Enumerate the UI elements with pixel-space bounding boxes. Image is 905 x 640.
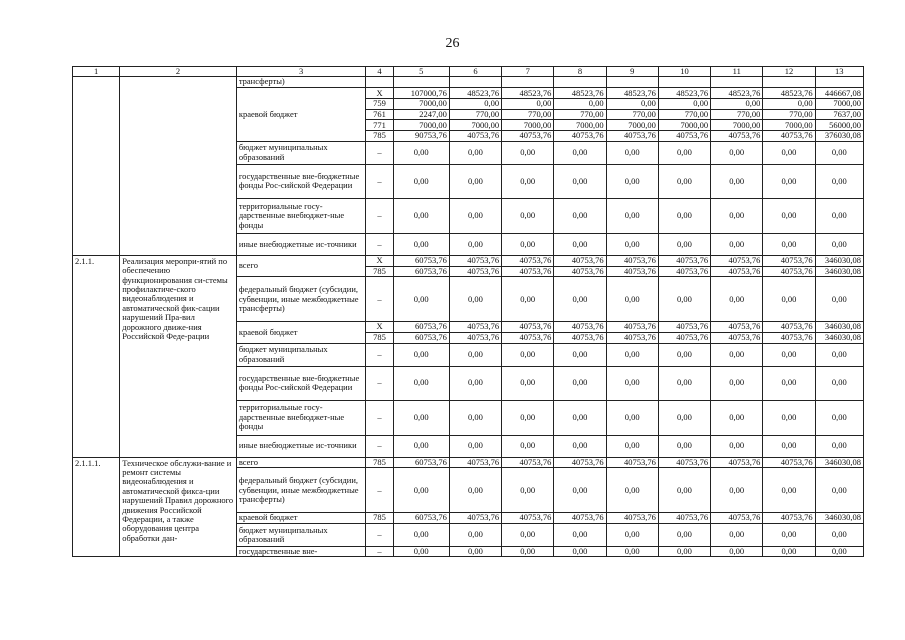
value-cell: 40753,76: [502, 457, 554, 468]
zero-value-cell: 0,00: [554, 141, 606, 164]
value-cell: 7000,00: [393, 120, 449, 131]
value-cell: 40753,76: [449, 457, 501, 468]
value-cell: 40753,76: [554, 255, 606, 266]
zero-value-cell: 0,00: [711, 141, 763, 164]
zero-value-cell: 0,00: [554, 400, 606, 435]
value-cell: 346030,08: [815, 332, 863, 343]
zero-value-cell: 0,00: [658, 277, 710, 322]
empty-cell: [366, 77, 393, 88]
zero-value-cell: 0,00: [393, 546, 449, 556]
empty-cell: [606, 77, 658, 88]
zero-value-cell: 0,00: [658, 523, 710, 546]
value-cell: 40753,76: [658, 255, 710, 266]
value-cell: 48523,76: [554, 88, 606, 99]
zero-value-cell: 0,00: [393, 233, 449, 255]
zero-value-cell: 0,00: [658, 468, 710, 513]
column-number-13: 13: [815, 67, 863, 77]
value-cell: 40753,76: [606, 131, 658, 142]
zero-value-cell: 0,00: [502, 277, 554, 322]
zero-value-cell: 0,00: [815, 468, 863, 513]
code-cell: –: [366, 468, 393, 513]
value-cell: 40753,76: [554, 266, 606, 277]
value-cell: 40753,76: [763, 322, 815, 333]
value-cell: 346030,08: [815, 513, 863, 524]
code-cell: Х: [366, 88, 393, 99]
source-label-cell: государственные вне-бюджетные фонды Рос-сийской Федерации: [236, 366, 366, 400]
source-label-cell: краевой бюджет: [236, 513, 366, 524]
value-cell: 7000,00: [449, 120, 501, 131]
value-cell: 40753,76: [449, 266, 501, 277]
value-cell: 40753,76: [449, 332, 501, 343]
value-cell: 40753,76: [763, 457, 815, 468]
code-cell: –: [366, 343, 393, 366]
empty-cell: [711, 77, 763, 88]
zero-value-cell: 0,00: [815, 198, 863, 233]
zero-value-cell: 0,00: [449, 523, 501, 546]
zero-value-cell: 0,00: [606, 546, 658, 556]
zero-value-cell: 0,00: [502, 233, 554, 255]
zero-value-cell: 0,00: [763, 523, 815, 546]
zero-value-cell: 0,00: [502, 164, 554, 198]
column-number-2: 2: [120, 67, 237, 77]
value-cell: 7637,00: [815, 109, 863, 120]
zero-value-cell: 0,00: [554, 343, 606, 366]
value-cell: 0,00: [658, 99, 710, 110]
zero-value-cell: 0,00: [815, 277, 863, 322]
zero-value-cell: 0,00: [815, 366, 863, 400]
zero-value-cell: 0,00: [815, 523, 863, 546]
value-cell: 40753,76: [606, 266, 658, 277]
zero-value-cell: 0,00: [658, 366, 710, 400]
zero-value-cell: 0,00: [606, 468, 658, 513]
zero-value-cell: 0,00: [554, 546, 606, 556]
source-label-cell: территориальные госу-дарственные внебюджет-ные фонды: [236, 400, 366, 435]
empty-cell: [449, 77, 501, 88]
value-cell: 40753,76: [711, 513, 763, 524]
budget-table: [72, 66, 864, 557]
value-cell: 60753,76: [393, 266, 449, 277]
value-cell: 40753,76: [449, 131, 501, 142]
table-row: [73, 77, 864, 88]
value-cell: 7000,00: [606, 120, 658, 131]
zero-value-cell: 0,00: [449, 435, 501, 457]
zero-value-cell: 0,00: [658, 164, 710, 198]
source-label-cell: иные внебюджетные ис-точники: [236, 233, 366, 255]
zero-value-cell: 0,00: [393, 523, 449, 546]
code-cell: –: [366, 400, 393, 435]
value-cell: 40753,76: [554, 131, 606, 142]
zero-value-cell: 0,00: [763, 435, 815, 457]
zero-value-cell: 0,00: [658, 233, 710, 255]
value-cell: 40753,76: [763, 332, 815, 343]
value-cell: 770,00: [554, 109, 606, 120]
column-number-8: 8: [554, 67, 606, 77]
value-cell: 7000,00: [711, 120, 763, 131]
zero-value-cell: 0,00: [449, 468, 501, 513]
value-cell: 346030,08: [815, 322, 863, 333]
zero-value-cell: 0,00: [393, 435, 449, 457]
value-cell: 40753,76: [502, 332, 554, 343]
value-cell: 40753,76: [658, 322, 710, 333]
item-description-cell: Реализация меропри-ятий по обеспечению функционирования си-стемы профилактиче-ского видеонаблюдения и автоматической фик-сации нарушений Пра-вил дорожного движе-ния Российской Феде-рации: [120, 255, 237, 457]
zero-value-cell: 0,00: [763, 546, 815, 556]
value-cell: 90753,76: [393, 131, 449, 142]
value-cell: 40753,76: [502, 513, 554, 524]
zero-value-cell: 0,00: [658, 435, 710, 457]
zero-value-cell: 0,00: [449, 198, 501, 233]
value-cell: 7000,00: [554, 120, 606, 131]
source-label-cell: бюджет муниципальных образований: [236, 343, 366, 366]
zero-value-cell: 0,00: [449, 366, 501, 400]
zero-value-cell: 0,00: [711, 277, 763, 322]
zero-value-cell: 0,00: [763, 198, 815, 233]
zero-value-cell: 0,00: [763, 233, 815, 255]
zero-value-cell: 0,00: [393, 198, 449, 233]
column-number-1: 1: [73, 67, 120, 77]
value-cell: 770,00: [449, 109, 501, 120]
value-cell: 60753,76: [393, 457, 449, 468]
zero-value-cell: 0,00: [554, 233, 606, 255]
page-number: 26: [445, 36, 460, 51]
code-cell: –: [366, 141, 393, 164]
value-cell: 40753,76: [502, 131, 554, 142]
value-cell: 40753,76: [606, 255, 658, 266]
value-cell: 40753,76: [554, 332, 606, 343]
zero-value-cell: 0,00: [554, 523, 606, 546]
zero-value-cell: 0,00: [815, 343, 863, 366]
value-cell: 40753,76: [658, 457, 710, 468]
zero-value-cell: 0,00: [711, 546, 763, 556]
value-cell: 40753,76: [711, 322, 763, 333]
item-description-cell: [120, 77, 237, 255]
value-cell: 7000,00: [502, 120, 554, 131]
value-cell: 40753,76: [554, 457, 606, 468]
table-row: [73, 457, 864, 468]
zero-value-cell: 0,00: [502, 198, 554, 233]
zero-value-cell: 0,00: [554, 198, 606, 233]
empty-cell: [763, 77, 815, 88]
value-cell: 48523,76: [711, 88, 763, 99]
value-cell: 0,00: [502, 99, 554, 110]
zero-value-cell: 0,00: [449, 400, 501, 435]
zero-value-cell: 0,00: [658, 141, 710, 164]
value-cell: 40753,76: [763, 513, 815, 524]
value-cell: 446667,08: [815, 88, 863, 99]
column-number-9: 9: [606, 67, 658, 77]
code-cell: Х: [366, 322, 393, 333]
zero-value-cell: 0,00: [711, 435, 763, 457]
value-cell: 48523,76: [449, 88, 501, 99]
code-cell: –: [366, 233, 393, 255]
value-cell: 48523,76: [502, 88, 554, 99]
zero-value-cell: 0,00: [393, 277, 449, 322]
zero-value-cell: 0,00: [711, 198, 763, 233]
value-cell: 0,00: [554, 99, 606, 110]
value-cell: 40753,76: [449, 513, 501, 524]
value-cell: 7000,00: [658, 120, 710, 131]
zero-value-cell: 0,00: [763, 468, 815, 513]
zero-value-cell: 0,00: [393, 164, 449, 198]
empty-cell: [554, 77, 606, 88]
value-cell: 56000,00: [815, 120, 863, 131]
value-cell: 40753,76: [711, 131, 763, 142]
code-cell: –: [366, 198, 393, 233]
zero-value-cell: 0,00: [502, 523, 554, 546]
zero-value-cell: 0,00: [658, 343, 710, 366]
value-cell: 7000,00: [393, 99, 449, 110]
source-label-cell: федеральный бюджет (субсидии, субвенции, иные межбюджетные трансферты): [236, 277, 366, 322]
column-number-4: 4: [366, 67, 393, 77]
code-cell: 785: [366, 457, 393, 468]
value-cell: 770,00: [658, 109, 710, 120]
zero-value-cell: 0,00: [449, 233, 501, 255]
zero-value-cell: 0,00: [763, 164, 815, 198]
value-cell: 770,00: [606, 109, 658, 120]
zero-value-cell: 0,00: [606, 435, 658, 457]
value-cell: 346030,08: [815, 266, 863, 277]
zero-value-cell: 0,00: [449, 546, 501, 556]
zero-value-cell: 0,00: [815, 141, 863, 164]
zero-value-cell: 0,00: [606, 233, 658, 255]
zero-value-cell: 0,00: [502, 546, 554, 556]
zero-value-cell: 0,00: [711, 164, 763, 198]
zero-value-cell: 0,00: [763, 366, 815, 400]
source-label-cell: государственные вне-: [236, 546, 366, 556]
zero-value-cell: 0,00: [554, 164, 606, 198]
value-cell: 48523,76: [763, 88, 815, 99]
zero-value-cell: 0,00: [763, 400, 815, 435]
zero-value-cell: 0,00: [554, 366, 606, 400]
value-cell: 60753,76: [393, 513, 449, 524]
code-cell: –: [366, 546, 393, 556]
code-cell: 785: [366, 266, 393, 277]
value-cell: 40753,76: [658, 131, 710, 142]
value-cell: 107000,76: [393, 88, 449, 99]
zero-value-cell: 0,00: [393, 400, 449, 435]
zero-value-cell: 0,00: [449, 141, 501, 164]
value-cell: 0,00: [711, 99, 763, 110]
zero-value-cell: 0,00: [606, 343, 658, 366]
code-cell: –: [366, 366, 393, 400]
source-label-cell: бюджет муниципальных образований: [236, 141, 366, 164]
zero-value-cell: 0,00: [393, 343, 449, 366]
value-cell: 346030,08: [815, 457, 863, 468]
empty-cell: [393, 77, 449, 88]
column-number-7: 7: [502, 67, 554, 77]
value-cell: 40753,76: [554, 322, 606, 333]
code-cell: 785: [366, 131, 393, 142]
source-label-cell: всего: [236, 457, 366, 468]
zero-value-cell: 0,00: [815, 435, 863, 457]
zero-value-cell: 0,00: [815, 164, 863, 198]
zero-value-cell: 0,00: [554, 435, 606, 457]
zero-value-cell: 0,00: [711, 468, 763, 513]
value-cell: 60753,76: [393, 322, 449, 333]
zero-value-cell: 0,00: [658, 546, 710, 556]
zero-value-cell: 0,00: [606, 141, 658, 164]
source-label-cell: краевой бюджет: [236, 88, 366, 141]
column-number-5: 5: [393, 67, 449, 77]
zero-value-cell: 0,00: [606, 523, 658, 546]
column-number-12: 12: [763, 67, 815, 77]
empty-cell: [658, 77, 710, 88]
value-cell: 0,00: [606, 99, 658, 110]
value-cell: 40753,76: [711, 255, 763, 266]
zero-value-cell: 0,00: [815, 546, 863, 556]
value-cell: 40753,76: [711, 457, 763, 468]
source-label-cell: трансферты): [236, 77, 366, 88]
code-cell: –: [366, 164, 393, 198]
zero-value-cell: 0,00: [502, 366, 554, 400]
value-cell: 40753,76: [763, 255, 815, 266]
code-cell: –: [366, 277, 393, 322]
column-number-6: 6: [449, 67, 501, 77]
empty-cell: [502, 77, 554, 88]
zero-value-cell: 0,00: [606, 400, 658, 435]
value-cell: 40753,76: [606, 457, 658, 468]
zero-value-cell: 0,00: [393, 141, 449, 164]
zero-value-cell: 0,00: [554, 277, 606, 322]
value-cell: 376030,08: [815, 131, 863, 142]
zero-value-cell: 0,00: [393, 468, 449, 513]
value-cell: 40753,76: [658, 513, 710, 524]
column-number-row: [73, 67, 864, 77]
zero-value-cell: 0,00: [763, 277, 815, 322]
value-cell: 40753,76: [502, 255, 554, 266]
value-cell: 770,00: [711, 109, 763, 120]
value-cell: 48523,76: [606, 88, 658, 99]
item-number-cell: 2.1.1.: [73, 255, 120, 457]
code-cell: 759: [366, 99, 393, 110]
value-cell: 40753,76: [502, 322, 554, 333]
source-label-cell: бюджет муниципальных образований: [236, 523, 366, 546]
column-number-3: 3: [236, 67, 366, 77]
zero-value-cell: 0,00: [502, 141, 554, 164]
code-cell: –: [366, 435, 393, 457]
zero-value-cell: 0,00: [658, 198, 710, 233]
zero-value-cell: 0,00: [502, 400, 554, 435]
zero-value-cell: 0,00: [449, 277, 501, 322]
value-cell: 48523,76: [658, 88, 710, 99]
value-cell: 7000,00: [763, 120, 815, 131]
zero-value-cell: 0,00: [393, 366, 449, 400]
zero-value-cell: 0,00: [815, 400, 863, 435]
value-cell: 0,00: [449, 99, 501, 110]
code-cell: –: [366, 523, 393, 546]
value-cell: 40753,76: [449, 255, 501, 266]
zero-value-cell: 0,00: [711, 523, 763, 546]
value-cell: 0,00: [763, 99, 815, 110]
value-cell: 40753,76: [658, 332, 710, 343]
item-number-cell: [73, 77, 120, 255]
zero-value-cell: 0,00: [711, 233, 763, 255]
zero-value-cell: 0,00: [554, 468, 606, 513]
value-cell: 40753,76: [502, 266, 554, 277]
zero-value-cell: 0,00: [606, 277, 658, 322]
value-cell: 40753,76: [711, 332, 763, 343]
zero-value-cell: 0,00: [815, 233, 863, 255]
empty-cell: [815, 77, 863, 88]
value-cell: 40753,76: [711, 266, 763, 277]
code-cell: 761: [366, 109, 393, 120]
value-cell: 40753,76: [763, 131, 815, 142]
value-cell: 60753,76: [393, 255, 449, 266]
source-label-cell: иные внебюджетные ис-точники: [236, 435, 366, 457]
value-cell: 7000,00: [815, 99, 863, 110]
zero-value-cell: 0,00: [606, 164, 658, 198]
zero-value-cell: 0,00: [711, 343, 763, 366]
value-cell: 40753,76: [606, 322, 658, 333]
value-cell: 40753,76: [554, 513, 606, 524]
source-label-cell: федеральный бюджет (субсидии, субвенции, иные межбюджетные трансферты): [236, 468, 366, 513]
zero-value-cell: 0,00: [449, 343, 501, 366]
value-cell: 40753,76: [606, 513, 658, 524]
zero-value-cell: 0,00: [502, 435, 554, 457]
column-number-11: 11: [711, 67, 763, 77]
item-number-cell: 2.1.1.1.: [73, 457, 120, 557]
source-label-cell: всего: [236, 255, 366, 276]
source-label-cell: территориальные госу-дарственные внебюджет-ные фонды: [236, 198, 366, 233]
value-cell: 40753,76: [606, 332, 658, 343]
value-cell: 770,00: [502, 109, 554, 120]
value-cell: 346030,08: [815, 255, 863, 266]
code-cell: 785: [366, 332, 393, 343]
column-number-10: 10: [658, 67, 710, 77]
zero-value-cell: 0,00: [658, 400, 710, 435]
item-description-cell: Техническое обслужи-вание и ремонт системы видеонаблюдения и автоматической фикса-ции нарушений Правил дорожного движения Российской Федерации, а также оборудования центра обработки дан-: [120, 457, 237, 557]
table-row: [73, 255, 864, 266]
zero-value-cell: 0,00: [711, 366, 763, 400]
source-label-cell: краевой бюджет: [236, 322, 366, 343]
value-cell: 60753,76: [393, 332, 449, 343]
value-cell: 2247,00: [393, 109, 449, 120]
zero-value-cell: 0,00: [711, 400, 763, 435]
zero-value-cell: 0,00: [502, 343, 554, 366]
zero-value-cell: 0,00: [502, 468, 554, 513]
code-cell: 771: [366, 120, 393, 131]
source-label-cell: государственные вне-бюджетные фонды Рос-сийской Федерации: [236, 164, 366, 198]
zero-value-cell: 0,00: [763, 141, 815, 164]
code-cell: Х: [366, 255, 393, 266]
value-cell: 40753,76: [658, 266, 710, 277]
value-cell: 40753,76: [449, 322, 501, 333]
value-cell: 40753,76: [763, 266, 815, 277]
zero-value-cell: 0,00: [763, 343, 815, 366]
code-cell: 785: [366, 513, 393, 524]
zero-value-cell: 0,00: [606, 198, 658, 233]
zero-value-cell: 0,00: [606, 366, 658, 400]
zero-value-cell: 0,00: [449, 164, 501, 198]
value-cell: 770,00: [763, 109, 815, 120]
